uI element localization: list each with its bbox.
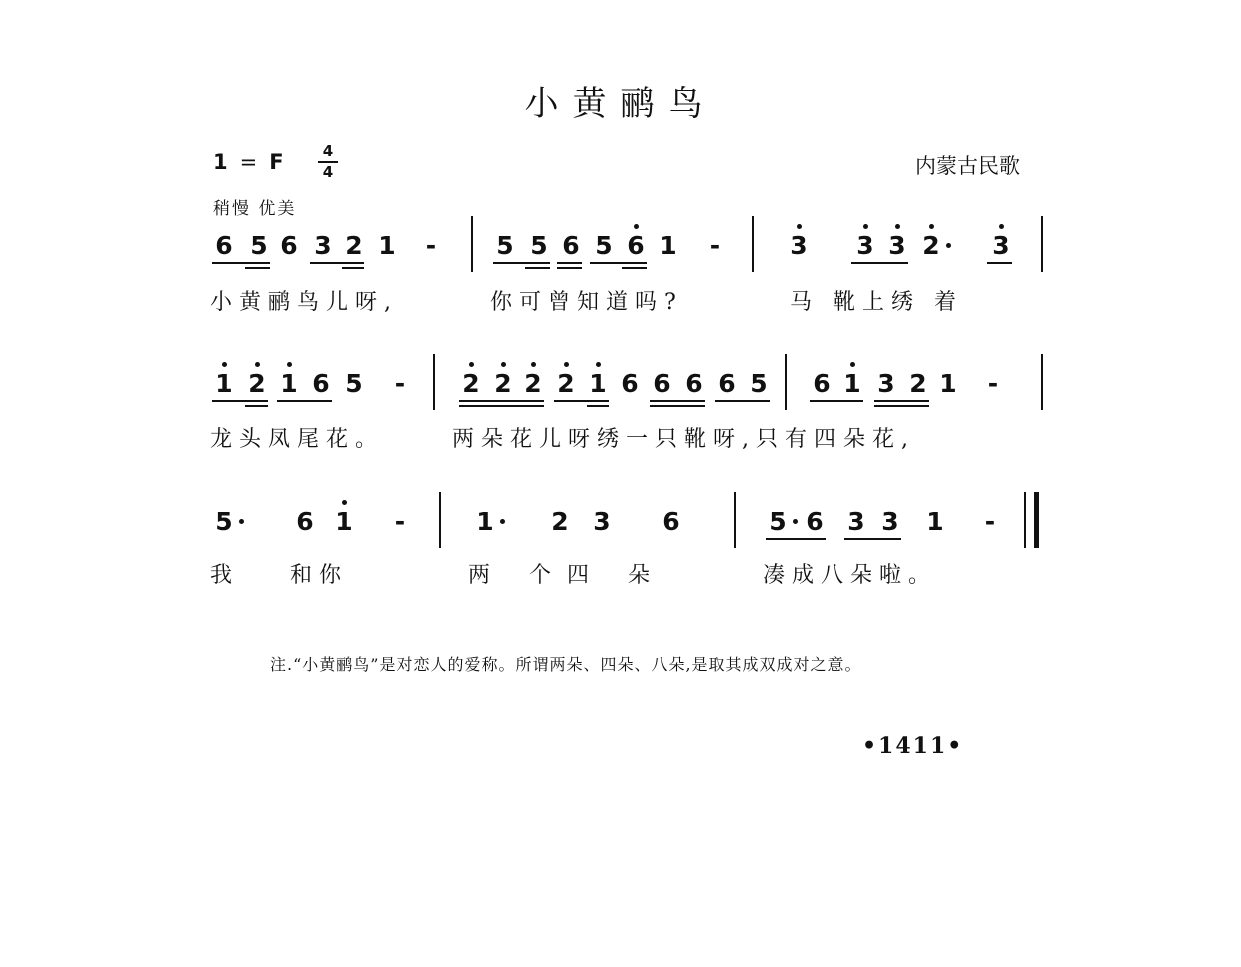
- note: 1: [939, 369, 957, 398]
- note: 1: [926, 507, 944, 536]
- key-equals: =: [239, 150, 258, 174]
- underline-beam: [525, 267, 550, 269]
- note: 2: [459, 370, 483, 398]
- dash-hold: -: [425, 231, 437, 260]
- augmentation-dot: [500, 519, 505, 524]
- lyric-line-2b: 两朵花儿呀绣一只靴呀,只有四朵花,: [452, 427, 915, 452]
- note: 6: [718, 369, 736, 398]
- underline-beam: [874, 405, 929, 407]
- underline-beam: [874, 400, 929, 402]
- tempo-marking: 稍慢 优美: [213, 199, 297, 219]
- lyric-line-1a: 小黄鹂鸟儿呀,: [210, 290, 398, 315]
- note: 5: [595, 231, 613, 260]
- note: 5: [212, 508, 236, 536]
- note: 1: [473, 508, 497, 536]
- note: 2: [245, 370, 269, 398]
- octave-dot: [797, 224, 802, 229]
- augmentation-dot: [793, 519, 798, 524]
- note: 3: [314, 231, 332, 260]
- note: 5: [530, 231, 548, 260]
- octave-dot: [469, 362, 474, 367]
- underline-beam: [715, 400, 770, 402]
- note: 2: [919, 232, 943, 260]
- note: 5: [750, 369, 768, 398]
- barline: [734, 492, 736, 548]
- note: 3: [853, 232, 877, 260]
- octave-dot: [501, 362, 506, 367]
- note: 6: [312, 369, 330, 398]
- note: 6: [621, 369, 639, 398]
- lyric-line-2a: 龙头凤尾花。: [210, 427, 385, 452]
- note: 2: [554, 370, 578, 398]
- note: 1: [586, 370, 610, 398]
- barline: [752, 216, 754, 272]
- barline: [439, 492, 441, 548]
- note: 3: [881, 507, 899, 536]
- underline-beam: [590, 262, 647, 264]
- octave-dot: [895, 224, 900, 229]
- underline-beam: [851, 262, 908, 264]
- note: 6: [562, 231, 580, 260]
- key-note: F: [269, 150, 284, 174]
- octave-dot: [255, 362, 260, 367]
- lyric-line-1c: 马 靴上绣 着: [790, 290, 963, 315]
- lyric-line-3d: 凑成八朵啦。: [763, 563, 938, 588]
- dash-hold: -: [394, 369, 406, 398]
- dash-hold: -: [709, 231, 721, 260]
- note: 2: [551, 507, 569, 536]
- note: 6: [624, 232, 648, 260]
- note: 3: [989, 232, 1013, 260]
- underline-beam: [493, 262, 550, 264]
- note: 5: [250, 231, 268, 260]
- note: 1: [840, 370, 864, 398]
- footnote: 注.“小黄鹂鸟”是对恋人的爱称。所谓两朵、四朵、八朵,是取其成双成对之意。: [270, 655, 862, 674]
- note: 6: [813, 369, 831, 398]
- underline-beam: [245, 267, 270, 269]
- dash-hold: -: [394, 507, 406, 536]
- meter-top: 4: [322, 142, 334, 160]
- note: 1: [659, 231, 677, 260]
- octave-dot: [634, 224, 639, 229]
- note: 1: [212, 370, 236, 398]
- octave-dot: [863, 224, 868, 229]
- song-origin: 内蒙古民歌: [915, 154, 1020, 178]
- octave-dot: [850, 362, 855, 367]
- underline-beam: [557, 262, 582, 264]
- note: 6: [806, 507, 824, 536]
- note: 2: [491, 370, 515, 398]
- note: 1: [332, 508, 356, 536]
- note: 6: [280, 231, 298, 260]
- note: 3: [847, 507, 865, 536]
- key-tonic-number: 1: [213, 150, 228, 174]
- underline-beam: [650, 405, 705, 407]
- underline-beam: [554, 400, 609, 402]
- note: 6: [296, 507, 314, 536]
- note: 3: [787, 232, 811, 260]
- note: 6: [215, 231, 233, 260]
- page-number: •1411•: [862, 733, 964, 759]
- final-barline: [1034, 492, 1039, 548]
- underline-beam: [987, 262, 1012, 264]
- meter-bottom: 4: [322, 163, 334, 181]
- note: 5: [766, 508, 790, 536]
- octave-dot: [564, 362, 569, 367]
- note: 3: [877, 369, 895, 398]
- underline-beam: [277, 400, 332, 402]
- underline-beam: [212, 400, 268, 402]
- barline: [1024, 492, 1026, 548]
- octave-dot: [222, 362, 227, 367]
- octave-dot: [531, 362, 536, 367]
- barline: [433, 354, 435, 410]
- note: 5: [496, 231, 514, 260]
- barline: [1041, 216, 1043, 272]
- dash-hold: -: [984, 507, 996, 536]
- underline-beam: [459, 400, 544, 402]
- octave-dot: [596, 362, 601, 367]
- note: 3: [593, 507, 611, 536]
- dash-hold: -: [987, 369, 999, 398]
- barline: [1041, 354, 1043, 410]
- underline-beam: [557, 267, 582, 269]
- note: 2: [345, 231, 363, 260]
- underline-beam: [342, 267, 364, 269]
- underline-beam: [459, 405, 544, 407]
- underline-beam: [310, 262, 364, 264]
- lyric-line-1b: 你可曾知道吗?: [490, 290, 683, 315]
- lyric-line-3a: 我: [210, 563, 240, 588]
- song-title: 小黄鹂鸟: [524, 84, 717, 124]
- note: 3: [885, 232, 909, 260]
- underline-beam: [212, 262, 270, 264]
- lyric-line-3c: 两 个四 朵: [468, 563, 666, 588]
- underline-beam: [810, 400, 863, 402]
- underline-beam: [245, 405, 268, 407]
- note: 6: [662, 507, 680, 536]
- note: 1: [378, 231, 396, 260]
- augmentation-dot: [946, 243, 951, 248]
- underline-beam: [650, 400, 705, 402]
- note: 6: [653, 369, 671, 398]
- note: 2: [521, 370, 545, 398]
- octave-dot: [929, 224, 934, 229]
- underline-beam: [622, 267, 647, 269]
- underline-beam: [766, 538, 826, 540]
- octave-dot: [287, 362, 292, 367]
- underline-beam: [844, 538, 901, 540]
- barline: [471, 216, 473, 272]
- note: 5: [345, 369, 363, 398]
- note: 1: [277, 370, 301, 398]
- lyric-line-3b: 和你: [290, 563, 349, 588]
- underline-beam: [587, 405, 609, 407]
- note: 2: [909, 369, 927, 398]
- note: 6: [685, 369, 703, 398]
- octave-dot: [999, 224, 1004, 229]
- augmentation-dot: [239, 519, 244, 524]
- octave-dot: [342, 500, 347, 505]
- barline: [785, 354, 787, 410]
